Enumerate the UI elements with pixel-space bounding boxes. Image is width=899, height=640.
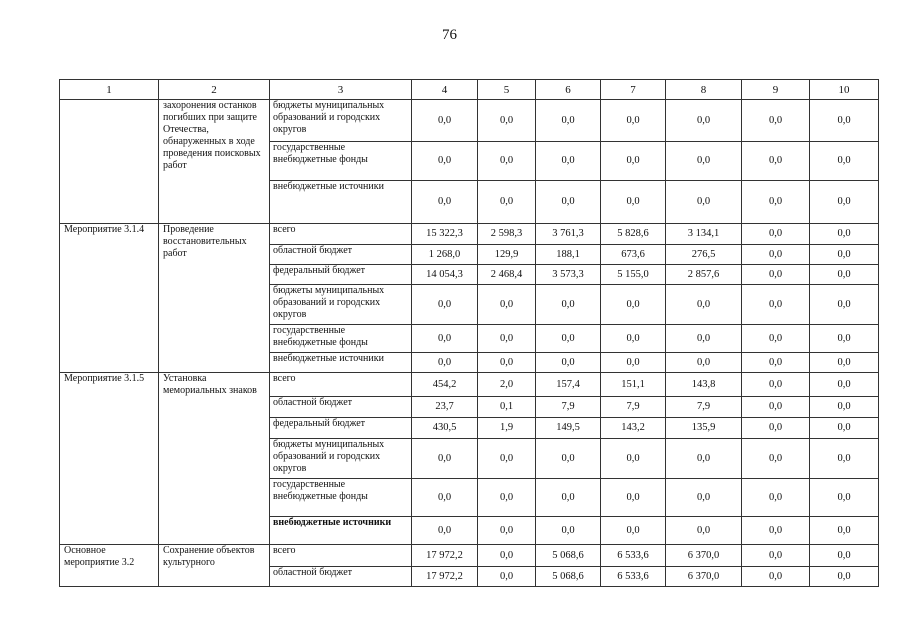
value-cell: 0,0 xyxy=(742,353,810,373)
source-cell: всего xyxy=(270,545,412,567)
value-cell: 6 533,6 xyxy=(601,545,666,567)
value-cell: 2 468,4 xyxy=(478,265,536,285)
column-header: 10 xyxy=(810,80,879,100)
value-cell: 0,0 xyxy=(666,181,742,224)
value-cell: 0,0 xyxy=(536,181,601,224)
value-cell: 276,5 xyxy=(666,245,742,265)
value-cell: 5 828,6 xyxy=(601,224,666,245)
description-cell: Установка мемориальных знаков xyxy=(159,373,270,545)
value-cell: 0,0 xyxy=(536,142,601,181)
value-cell: 0,0 xyxy=(601,100,666,142)
value-cell: 0,0 xyxy=(742,245,810,265)
value-cell: 17 972,2 xyxy=(412,567,478,587)
value-cell: 3 761,3 xyxy=(536,224,601,245)
value-cell: 0,0 xyxy=(742,142,810,181)
value-cell: 15 322,3 xyxy=(412,224,478,245)
value-cell: 0,0 xyxy=(742,100,810,142)
source-cell: федеральный бюджет xyxy=(270,418,412,439)
value-cell: 0,0 xyxy=(742,325,810,353)
value-cell: 3 134,1 xyxy=(666,224,742,245)
value-cell: 0,0 xyxy=(412,181,478,224)
value-cell: 0,0 xyxy=(742,265,810,285)
budget-table xyxy=(59,79,879,587)
value-cell: 0,0 xyxy=(742,373,810,397)
value-cell: 0,0 xyxy=(810,353,879,373)
description-cell: захоронения останков погибших при защите Отечества, обнаруженных в ходе проведения поисковых работ xyxy=(159,100,270,224)
value-cell: 135,9 xyxy=(666,418,742,439)
value-cell: 157,4 xyxy=(536,373,601,397)
value-cell: 0,0 xyxy=(412,353,478,373)
value-cell: 6 370,0 xyxy=(666,545,742,567)
source-cell: областной бюджет xyxy=(270,567,412,587)
value-cell: 0,0 xyxy=(536,100,601,142)
value-cell: 0,0 xyxy=(412,325,478,353)
value-cell: 0,0 xyxy=(810,224,879,245)
value-cell: 149,5 xyxy=(536,418,601,439)
source-cell: внебюджетные источники xyxy=(270,353,412,373)
value-cell: 0,0 xyxy=(810,567,879,587)
value-cell: 0,0 xyxy=(666,479,742,517)
value-cell: 0,1 xyxy=(478,397,536,418)
value-cell: 0,0 xyxy=(810,373,879,397)
source-cell: бюджеты муниципальных образований и городских округов xyxy=(270,285,412,325)
column-header: 8 xyxy=(666,80,742,100)
value-cell: 0,0 xyxy=(478,545,536,567)
value-cell: 0,0 xyxy=(536,325,601,353)
value-cell: 0,0 xyxy=(810,397,879,418)
value-cell: 0,0 xyxy=(810,418,879,439)
value-cell: 0,0 xyxy=(478,181,536,224)
value-cell: 0,0 xyxy=(536,479,601,517)
value-cell: 0,0 xyxy=(601,353,666,373)
value-cell: 0,0 xyxy=(742,545,810,567)
source-cell: бюджеты муниципальных образований и городских округов xyxy=(270,439,412,479)
column-header: 9 xyxy=(742,80,810,100)
value-cell: 0,0 xyxy=(810,265,879,285)
value-cell: 2,0 xyxy=(478,373,536,397)
measure-cell: Основное мероприятие 3.2 xyxy=(60,545,159,587)
value-cell: 0,0 xyxy=(412,142,478,181)
value-cell: 0,0 xyxy=(536,517,601,545)
value-cell: 1 268,0 xyxy=(412,245,478,265)
value-cell: 2 598,3 xyxy=(478,224,536,245)
source-cell: всего xyxy=(270,373,412,397)
value-cell: 0,0 xyxy=(742,397,810,418)
value-cell: 0,0 xyxy=(742,418,810,439)
value-cell: 0,0 xyxy=(478,567,536,587)
value-cell: 7,9 xyxy=(536,397,601,418)
value-cell: 23,7 xyxy=(412,397,478,418)
value-cell: 129,9 xyxy=(478,245,536,265)
value-cell: 0,0 xyxy=(601,479,666,517)
value-cell: 0,0 xyxy=(478,439,536,479)
column-header: 1 xyxy=(60,80,159,100)
table-header-row xyxy=(60,80,879,100)
value-cell: 0,0 xyxy=(412,479,478,517)
table-row xyxy=(60,373,879,397)
value-cell: 7,9 xyxy=(666,397,742,418)
value-cell: 0,0 xyxy=(810,181,879,224)
source-cell: государственные внебюджетные фонды xyxy=(270,325,412,353)
value-cell: 0,0 xyxy=(810,285,879,325)
value-cell: 0,0 xyxy=(601,285,666,325)
value-cell: 0,0 xyxy=(742,181,810,224)
value-cell: 14 054,3 xyxy=(412,265,478,285)
value-cell: 1,9 xyxy=(478,418,536,439)
value-cell: 0,0 xyxy=(412,439,478,479)
value-cell: 5 068,6 xyxy=(536,567,601,587)
value-cell: 0,0 xyxy=(742,285,810,325)
column-header: 2 xyxy=(159,80,270,100)
value-cell: 0,0 xyxy=(478,325,536,353)
source-cell: внебюджетные источники xyxy=(270,181,412,224)
column-header: 4 xyxy=(412,80,478,100)
value-cell: 0,0 xyxy=(478,479,536,517)
value-cell: 2 857,6 xyxy=(666,265,742,285)
value-cell: 0,0 xyxy=(601,181,666,224)
source-cell: государственные внебюджетные фонды xyxy=(270,142,412,181)
value-cell: 0,0 xyxy=(810,142,879,181)
value-cell: 0,0 xyxy=(810,545,879,567)
value-cell: 0,0 xyxy=(478,142,536,181)
value-cell: 0,0 xyxy=(478,100,536,142)
value-cell: 0,0 xyxy=(666,439,742,479)
source-cell: областной бюджет xyxy=(270,245,412,265)
value-cell: 7,9 xyxy=(601,397,666,418)
value-cell: 0,0 xyxy=(478,517,536,545)
column-header: 6 xyxy=(536,80,601,100)
value-cell: 0,0 xyxy=(536,285,601,325)
value-cell: 0,0 xyxy=(601,517,666,545)
value-cell: 0,0 xyxy=(478,285,536,325)
value-cell: 0,0 xyxy=(742,479,810,517)
value-cell: 0,0 xyxy=(666,353,742,373)
source-cell: всего xyxy=(270,224,412,245)
source-cell: федеральный бюджет xyxy=(270,265,412,285)
value-cell: 0,0 xyxy=(666,142,742,181)
value-cell: 17 972,2 xyxy=(412,545,478,567)
value-cell: 0,0 xyxy=(666,285,742,325)
description-cell: Сохранение объектов культурного xyxy=(159,545,270,587)
value-cell: 0,0 xyxy=(810,325,879,353)
page-number: 76 xyxy=(442,27,457,43)
value-cell: 3 573,3 xyxy=(536,265,601,285)
source-cell: государственные внебюджетные фонды xyxy=(270,479,412,517)
column-header: 7 xyxy=(601,80,666,100)
value-cell: 188,1 xyxy=(536,245,601,265)
value-cell: 0,0 xyxy=(810,517,879,545)
value-cell: 0,0 xyxy=(810,245,879,265)
value-cell: 673,6 xyxy=(601,245,666,265)
source-cell: внебюджетные источники xyxy=(270,517,412,545)
description-cell: Проведение восстановительных работ xyxy=(159,224,270,373)
value-cell: 0,0 xyxy=(412,517,478,545)
value-cell: 5 068,6 xyxy=(536,545,601,567)
value-cell: 143,2 xyxy=(601,418,666,439)
value-cell: 6 370,0 xyxy=(666,567,742,587)
value-cell: 0,0 xyxy=(536,353,601,373)
measure-cell xyxy=(60,100,159,224)
column-header: 5 xyxy=(478,80,536,100)
value-cell: 0,0 xyxy=(742,439,810,479)
value-cell: 454,2 xyxy=(412,373,478,397)
column-header: 3 xyxy=(270,80,412,100)
value-cell: 0,0 xyxy=(601,439,666,479)
value-cell: 0,0 xyxy=(810,439,879,479)
source-cell: бюджеты муниципальных образований и городских округов xyxy=(270,100,412,142)
value-cell: 430,5 xyxy=(412,418,478,439)
value-cell: 0,0 xyxy=(536,439,601,479)
table-row xyxy=(60,545,879,567)
measure-cell: Мероприятие 3.1.5 xyxy=(60,373,159,545)
value-cell: 0,0 xyxy=(742,224,810,245)
value-cell: 151,1 xyxy=(601,373,666,397)
value-cell: 0,0 xyxy=(666,100,742,142)
value-cell: 0,0 xyxy=(810,100,879,142)
table-row xyxy=(60,100,879,142)
measure-cell: Мероприятие 3.1.4 xyxy=(60,224,159,373)
value-cell: 0,0 xyxy=(601,325,666,353)
value-cell: 0,0 xyxy=(666,517,742,545)
table-row xyxy=(60,224,879,245)
value-cell: 0,0 xyxy=(810,479,879,517)
value-cell: 0,0 xyxy=(742,567,810,587)
value-cell: 6 533,6 xyxy=(601,567,666,587)
value-cell: 0,0 xyxy=(666,325,742,353)
value-cell: 0,0 xyxy=(412,285,478,325)
value-cell: 0,0 xyxy=(412,100,478,142)
value-cell: 0,0 xyxy=(742,517,810,545)
value-cell: 0,0 xyxy=(601,142,666,181)
value-cell: 5 155,0 xyxy=(601,265,666,285)
source-cell: областной бюджет xyxy=(270,397,412,418)
value-cell: 143,8 xyxy=(666,373,742,397)
value-cell: 0,0 xyxy=(478,353,536,373)
